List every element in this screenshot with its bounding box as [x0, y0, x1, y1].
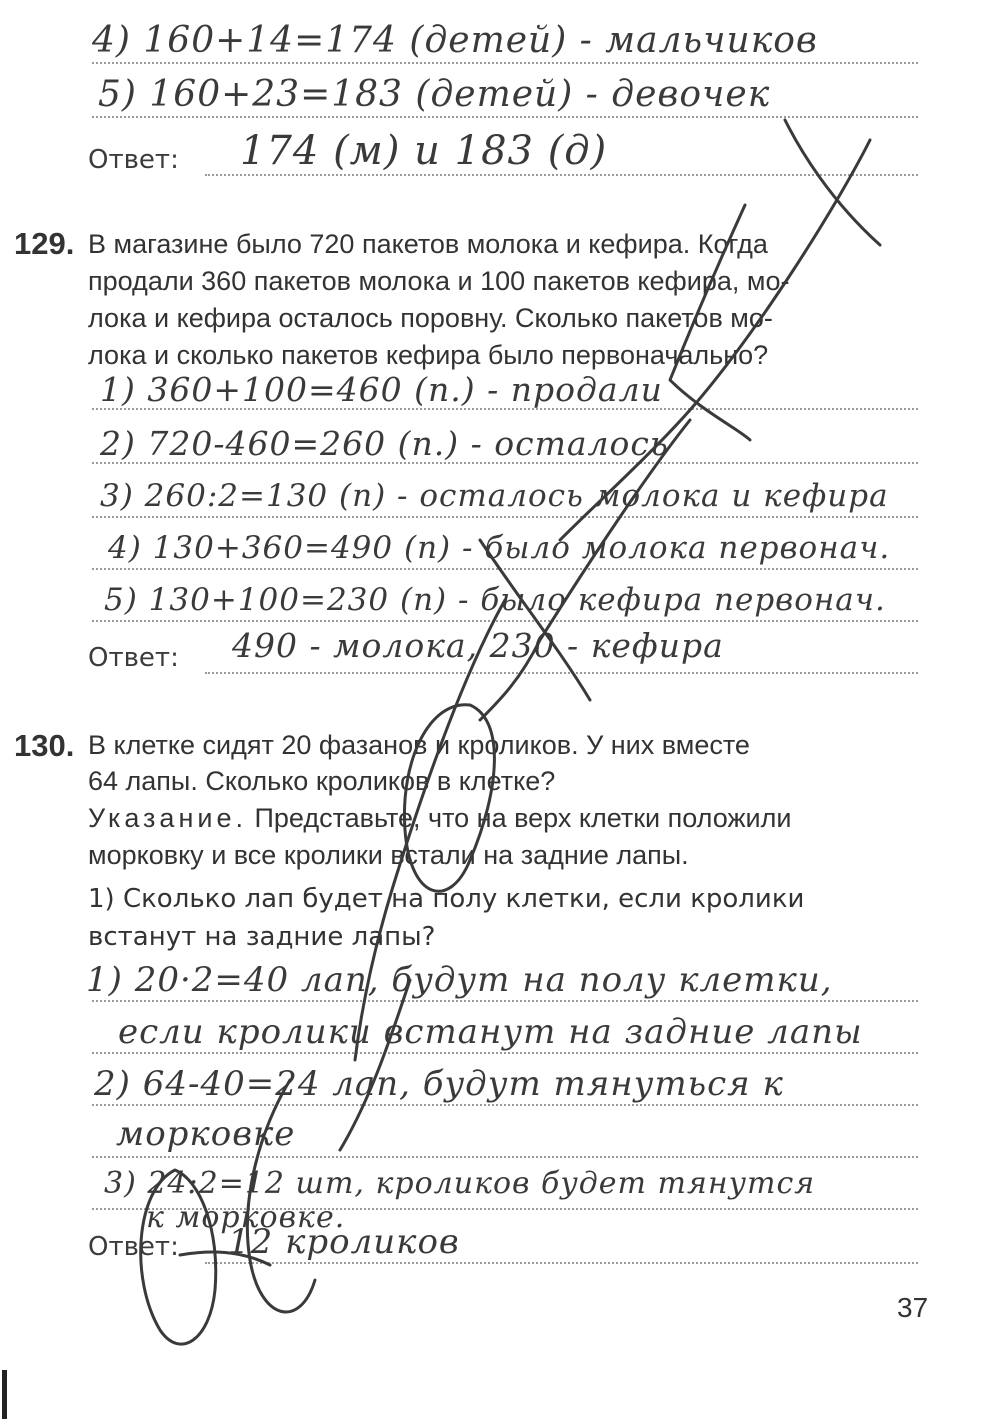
task-text-line: В клетке сидят 20 фазанов и кроликов. У них вместе: [88, 730, 750, 760]
answer-label: Ответ:: [88, 1232, 179, 1262]
task-number: 129.: [14, 226, 75, 261]
task-text-line: лока и сколько пакетов кефира было первоначально?: [88, 340, 769, 370]
page-number: 37: [897, 1292, 929, 1323]
answer-line: [92, 116, 918, 118]
answer-line: [92, 62, 918, 64]
handwritten-line: 3) 24:2=12 шт, кроликов будет тянутся: [104, 1166, 816, 1201]
handwritten-answer: 174 (м) и 183 (д): [240, 128, 608, 174]
answer-line: [92, 516, 918, 518]
handwritten-line: 5) 160+23=183 (детей) - девочек: [98, 74, 771, 115]
handwritten-answer: 12 кроликов: [228, 1222, 460, 1262]
handwritten-line: к морковке.: [146, 1200, 346, 1235]
answer-line: [92, 568, 918, 570]
task-number: 130.: [14, 728, 75, 763]
answer-line: [92, 1156, 918, 1158]
hint-line: [88, 800, 918, 836]
answer-line: [92, 1052, 918, 1054]
answer-line: [92, 620, 918, 622]
handwritten-line: 2) 720-460=260 (п.) - осталось: [100, 424, 669, 463]
answer-line: [92, 1104, 918, 1106]
handwritten-line: 4) 160+14=174 (детей) - мальчиков: [92, 20, 818, 61]
hint-text: Представьте, что на верх клетки положили: [246, 803, 792, 833]
task-text-line: продали 360 пакетов молока и 100 пакетов кефира, мо-: [88, 266, 790, 296]
handwritten-line: 5) 130+100=230 (п) - было кефира первонач.: [104, 582, 886, 618]
handwritten-line: 1) 20·2=40 лап, будут на полу клетки,: [86, 960, 833, 1000]
answer-line: [205, 1262, 918, 1264]
handwritten-line: 1) 360+100=460 (п.) - продали: [100, 370, 663, 409]
handwritten-line: 2) 64-40=24 лап, будут тянуться к: [94, 1064, 784, 1104]
scan-edge-mark: [2, 1370, 7, 1419]
handwritten-line: если кролики встанут на задние лапы: [118, 1012, 863, 1052]
task-text-line: лока и кефира осталось поровну. Сколько пакетов мо-: [88, 303, 773, 333]
question-line: встанут на задние лапы?: [88, 922, 436, 952]
handwritten-line: 3) 260:2=130 (п) - осталось молока и кефира: [100, 478, 889, 514]
question-line: 1) Сколько лап будет на полу клетки, если кролики: [88, 884, 805, 914]
answer-line: [92, 1000, 918, 1002]
hint-label: Указание.: [88, 803, 247, 833]
handwritten-answer: 490 - молока, 230 - кефира: [232, 626, 724, 665]
answer-line: [205, 672, 918, 674]
handwritten-line: морковке: [116, 1114, 296, 1154]
task-text-line: В магазине было 720 пакетов молока и кефира. Когда: [88, 229, 768, 259]
check-mark-stroke: [480, 420, 690, 720]
hint-line: морковку и все кролики встали на задние лапы.: [88, 840, 689, 870]
answer-line: [205, 174, 918, 176]
answer-label: Ответ:: [88, 643, 179, 673]
answer-label: Ответ:: [88, 145, 179, 175]
handwritten-line: 4) 130+360=490 (п) - было молока первонач.: [108, 530, 891, 566]
task-text-line: 64 лапы. Сколько кроликов в клетке?: [88, 766, 556, 796]
